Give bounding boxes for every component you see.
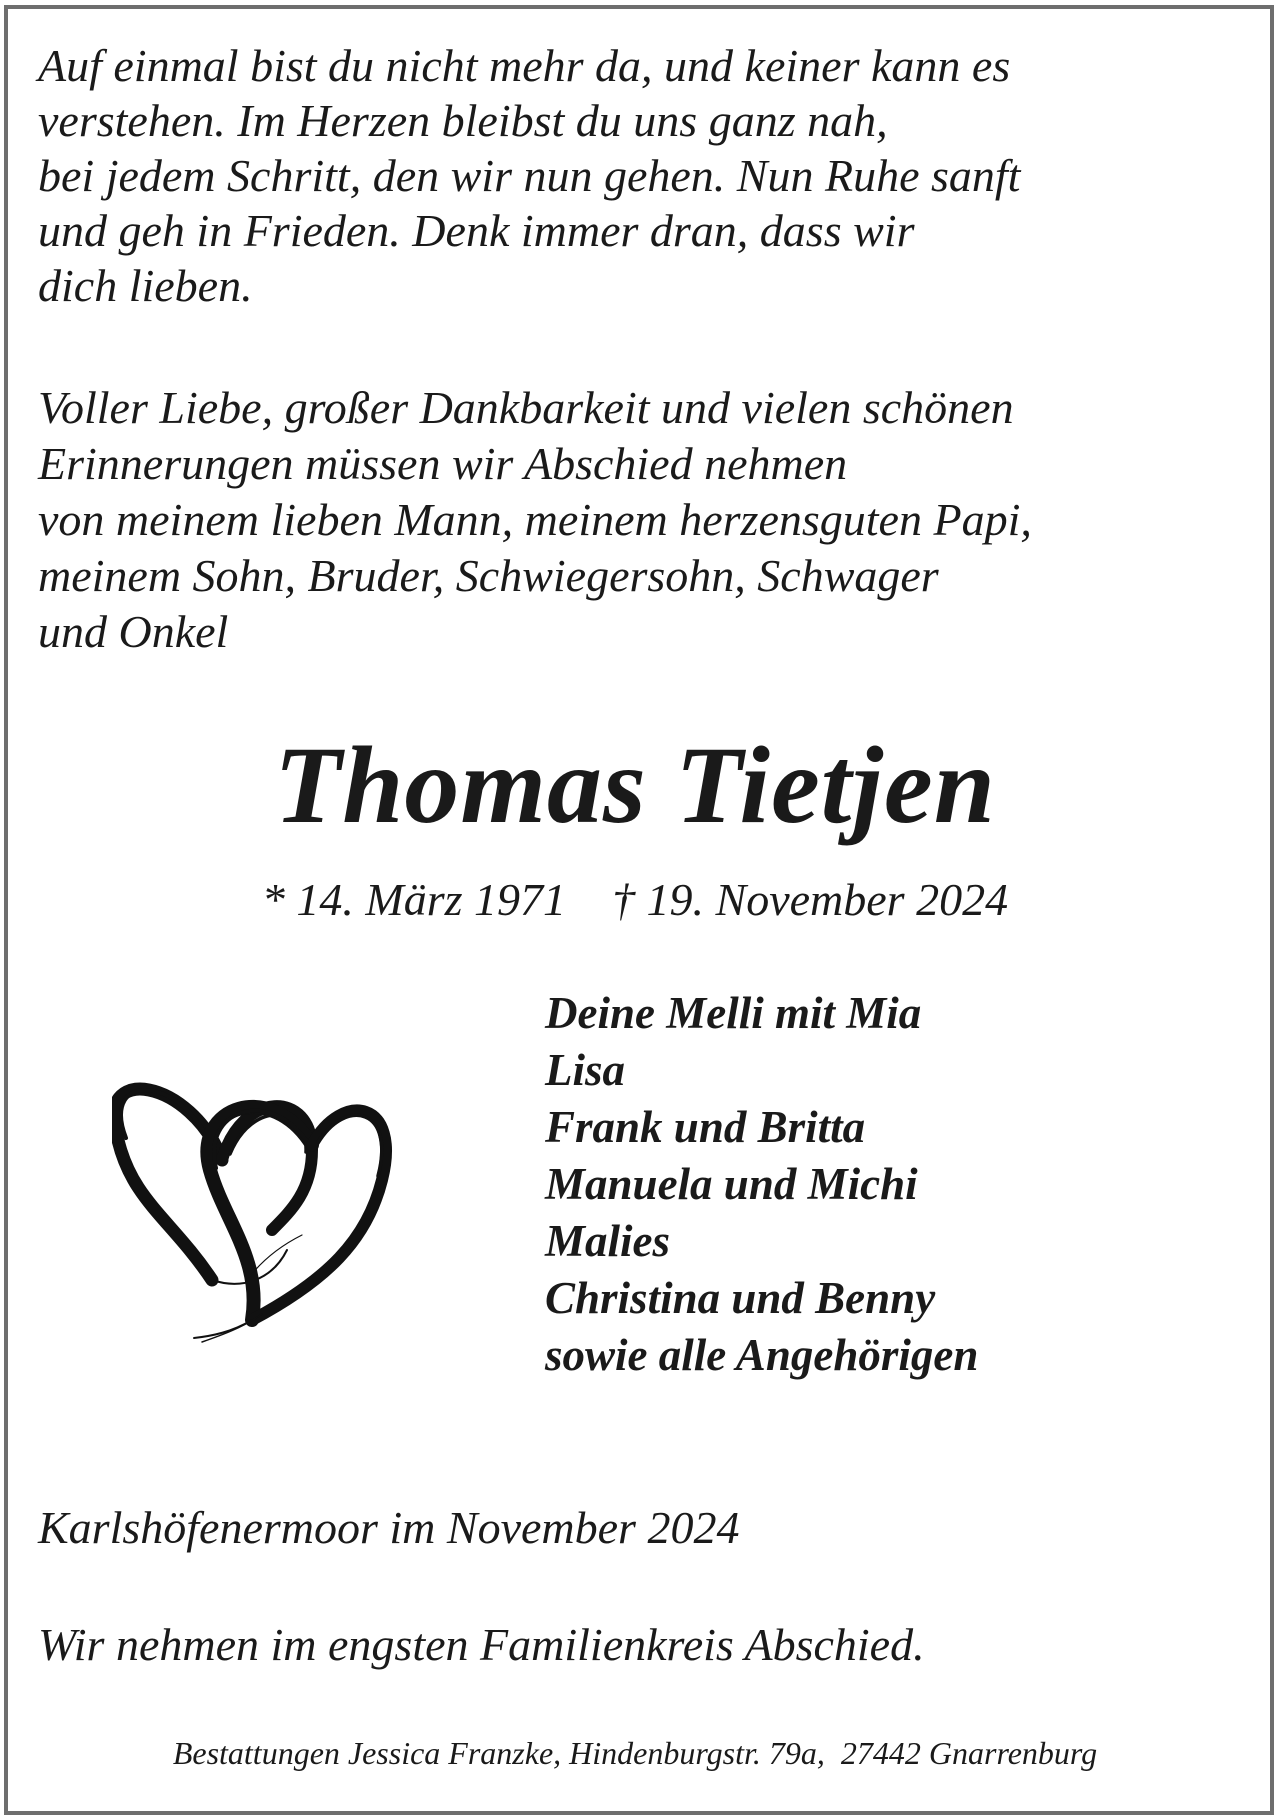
place-and-date: Karlshöfenermoor im November 2024: [38, 1502, 740, 1553]
intro-line: Erinnerungen müssen wir Abschied nehmen: [38, 438, 848, 489]
verse-line: Auf einmal bist du nicht mehr da, und keiner kann es: [38, 40, 1011, 91]
mourners-list: [545, 985, 978, 1384]
undertaker-street: Hindenburgstr. 79a,: [569, 1735, 825, 1771]
intro-line: von meinem lieben Mann, meinem herzensguten Papi,: [38, 494, 1032, 545]
intro-line: Voller Liebe, großer Dankbarkeit und vielen schönen: [38, 382, 1014, 433]
undertaker-name: Bestattungen Jessica Franzke,: [172, 1735, 562, 1771]
verse-line: bei jedem Schritt, den wir nun gehen. Nun Ruhe sanft: [38, 150, 1021, 201]
mourner-name: Frank und Britta: [545, 1102, 866, 1152]
mourner-name: Malies: [545, 1216, 671, 1266]
intro-line: und Onkel: [38, 606, 229, 657]
death-date: † 19. November 2024: [612, 874, 1009, 925]
two-hearts-icon: [112, 1030, 462, 1350]
farewell-note: Wir nehmen im engsten Familienkreis Abschied.: [38, 1619, 925, 1670]
mourner-name: Lisa: [545, 1045, 626, 1095]
mourner-name: sowie alle Angehörigen: [545, 1330, 979, 1380]
verse-line: verstehen. Im Herzen bleibst du uns ganz nah,: [38, 95, 888, 146]
intro-line: meinem Sohn, Bruder, Schwiegersohn, Schwager: [38, 550, 939, 601]
farewell-intro: [38, 380, 1238, 660]
mourner-name: Deine Melli mit Mia: [545, 988, 922, 1038]
undertaker-info: [0, 1733, 1270, 1773]
birth-date: * 14. März 1971: [261, 874, 567, 925]
verse-line: und geh in Frieden. Denk immer dran, dass wir: [38, 205, 915, 256]
memorial-verse: [38, 38, 1238, 313]
mourner-name: Christina und Benny: [545, 1273, 936, 1323]
life-dates: [0, 872, 1270, 928]
mourner-name: Manuela und Michi: [545, 1159, 918, 1209]
undertaker-city: 27442 Gnarrenburg: [840, 1735, 1098, 1771]
deceased-name: Thomas Tietjen: [274, 724, 996, 846]
verse-line: dich lieben.: [38, 260, 253, 311]
